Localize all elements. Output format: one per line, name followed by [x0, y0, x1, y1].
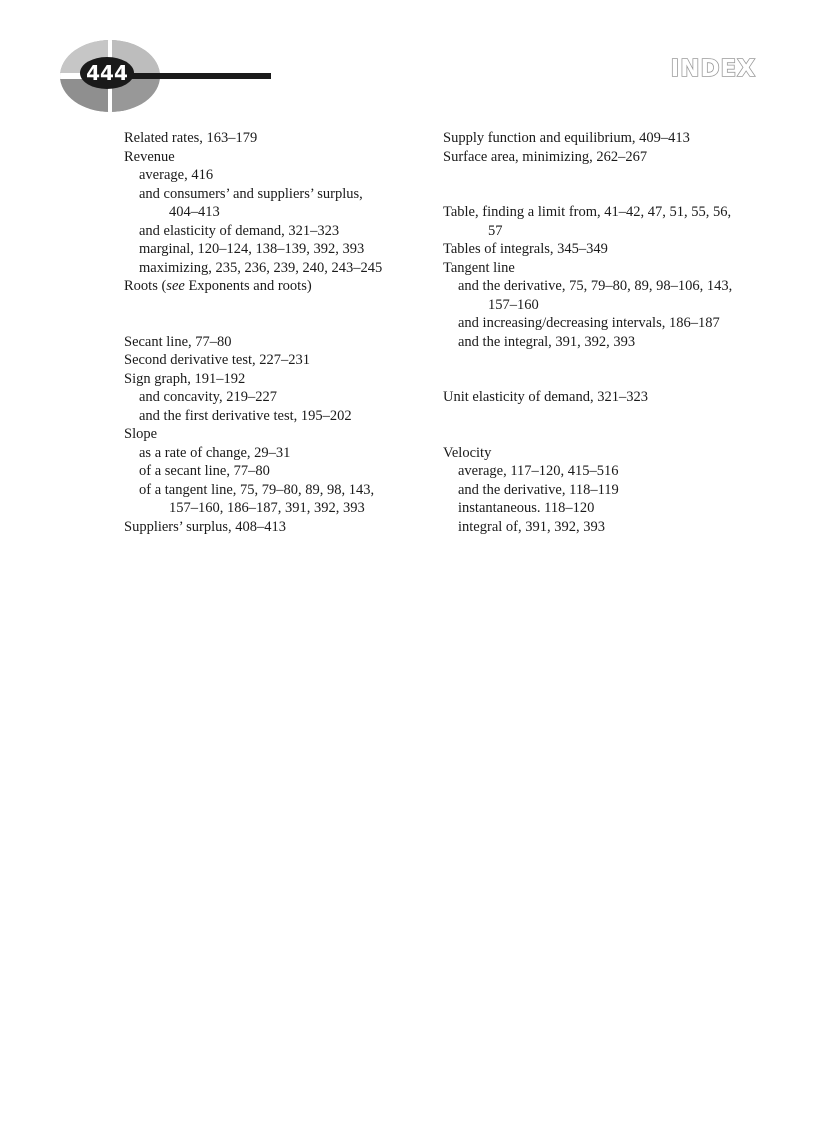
index-entry: Secant line, 77–80 — [124, 333, 232, 350]
page-header — [0, 0, 816, 130]
entry-italic: see — [166, 278, 185, 294]
index-entry: Related rates, 163–179 — [124, 130, 258, 146]
index-subentry: and the derivative, 75, 79–80, 89, 98–106, 143, — [458, 278, 733, 294]
index-entry: Unit elasticity of demand, 321–323 — [443, 389, 648, 405]
running-head: INDEX — [670, 56, 756, 82]
index-column-left — [124, 129, 409, 536]
index-continuation: 157–160, 186–187, 391, 392, 393 — [169, 500, 365, 516]
index-subentry: and consumers’ and suppliers’ surplus, — [139, 185, 363, 202]
index-subentry: instantaneous. 118–120 — [458, 500, 595, 516]
section-gap — [443, 166, 763, 203]
index-entry: Supply function and equilibrium, 409–413 — [443, 130, 690, 146]
index-entry: Suppliers’ surplus, 408–413 — [124, 518, 287, 535]
index-subentry: and the derivative, 118–119 — [458, 481, 619, 498]
index-continuation: 157–160 — [488, 296, 539, 313]
index-subentry: and elasticity of demand, 321–323 — [139, 222, 340, 239]
index-entry: Tangent line — [443, 259, 515, 276]
index-subentry: and concavity, 219–227 — [139, 389, 277, 405]
index-subentry: marginal, 120–124, 138–139, 392, 393 — [139, 241, 365, 257]
index-subentry: integral of, 391, 392, 393 — [458, 518, 605, 535]
index-subentry: of a secant line, 77–80 — [139, 463, 270, 479]
index-entry: Sign graph, 191–192 — [124, 370, 246, 387]
index-subentry: and increasing/decreasing intervals, 186–187 — [458, 315, 720, 331]
section-gap — [124, 296, 409, 333]
index-entry: Revenue — [124, 148, 175, 165]
index-entry: Table, finding a limit from, 41–42, 47, 51, 55, 56, — [443, 204, 732, 220]
index-subentry: and the integral, 391, 392, 393 — [458, 333, 636, 350]
page-number: 444 — [86, 61, 128, 85]
index-subentry: average, 416 — [139, 167, 214, 183]
index-entry: Slope — [124, 426, 158, 442]
index-column-right — [443, 129, 763, 536]
index-entry: Tables of integrals, 345–349 — [443, 241, 608, 257]
index-subentry: maximizing, 235, 236, 239, 240, 243–245 — [139, 259, 383, 276]
entry-text: Exponents and roots) — [184, 278, 312, 294]
index-continuation: 57 — [488, 222, 503, 239]
index-entry — [124, 277, 409, 296]
index-subentry: and the first derivative test, 195–202 — [139, 407, 352, 424]
index-entry: Velocity — [443, 444, 492, 461]
index-entry: Second derivative test, 227–231 — [124, 352, 311, 368]
index-subentry: average, 117–120, 415–516 — [458, 463, 619, 479]
section-gap — [443, 351, 763, 388]
index-entry: Surface area, minimizing, 262–267 — [443, 148, 648, 165]
index-subentry: as a rate of change, 29–31 — [139, 444, 291, 461]
index-continuation: 404–413 — [169, 204, 220, 220]
entry-text: Roots ( — [124, 278, 167, 294]
section-gap — [443, 407, 763, 444]
index-subentry: of a tangent line, 75, 79–80, 89, 98, 143, — [139, 481, 375, 498]
